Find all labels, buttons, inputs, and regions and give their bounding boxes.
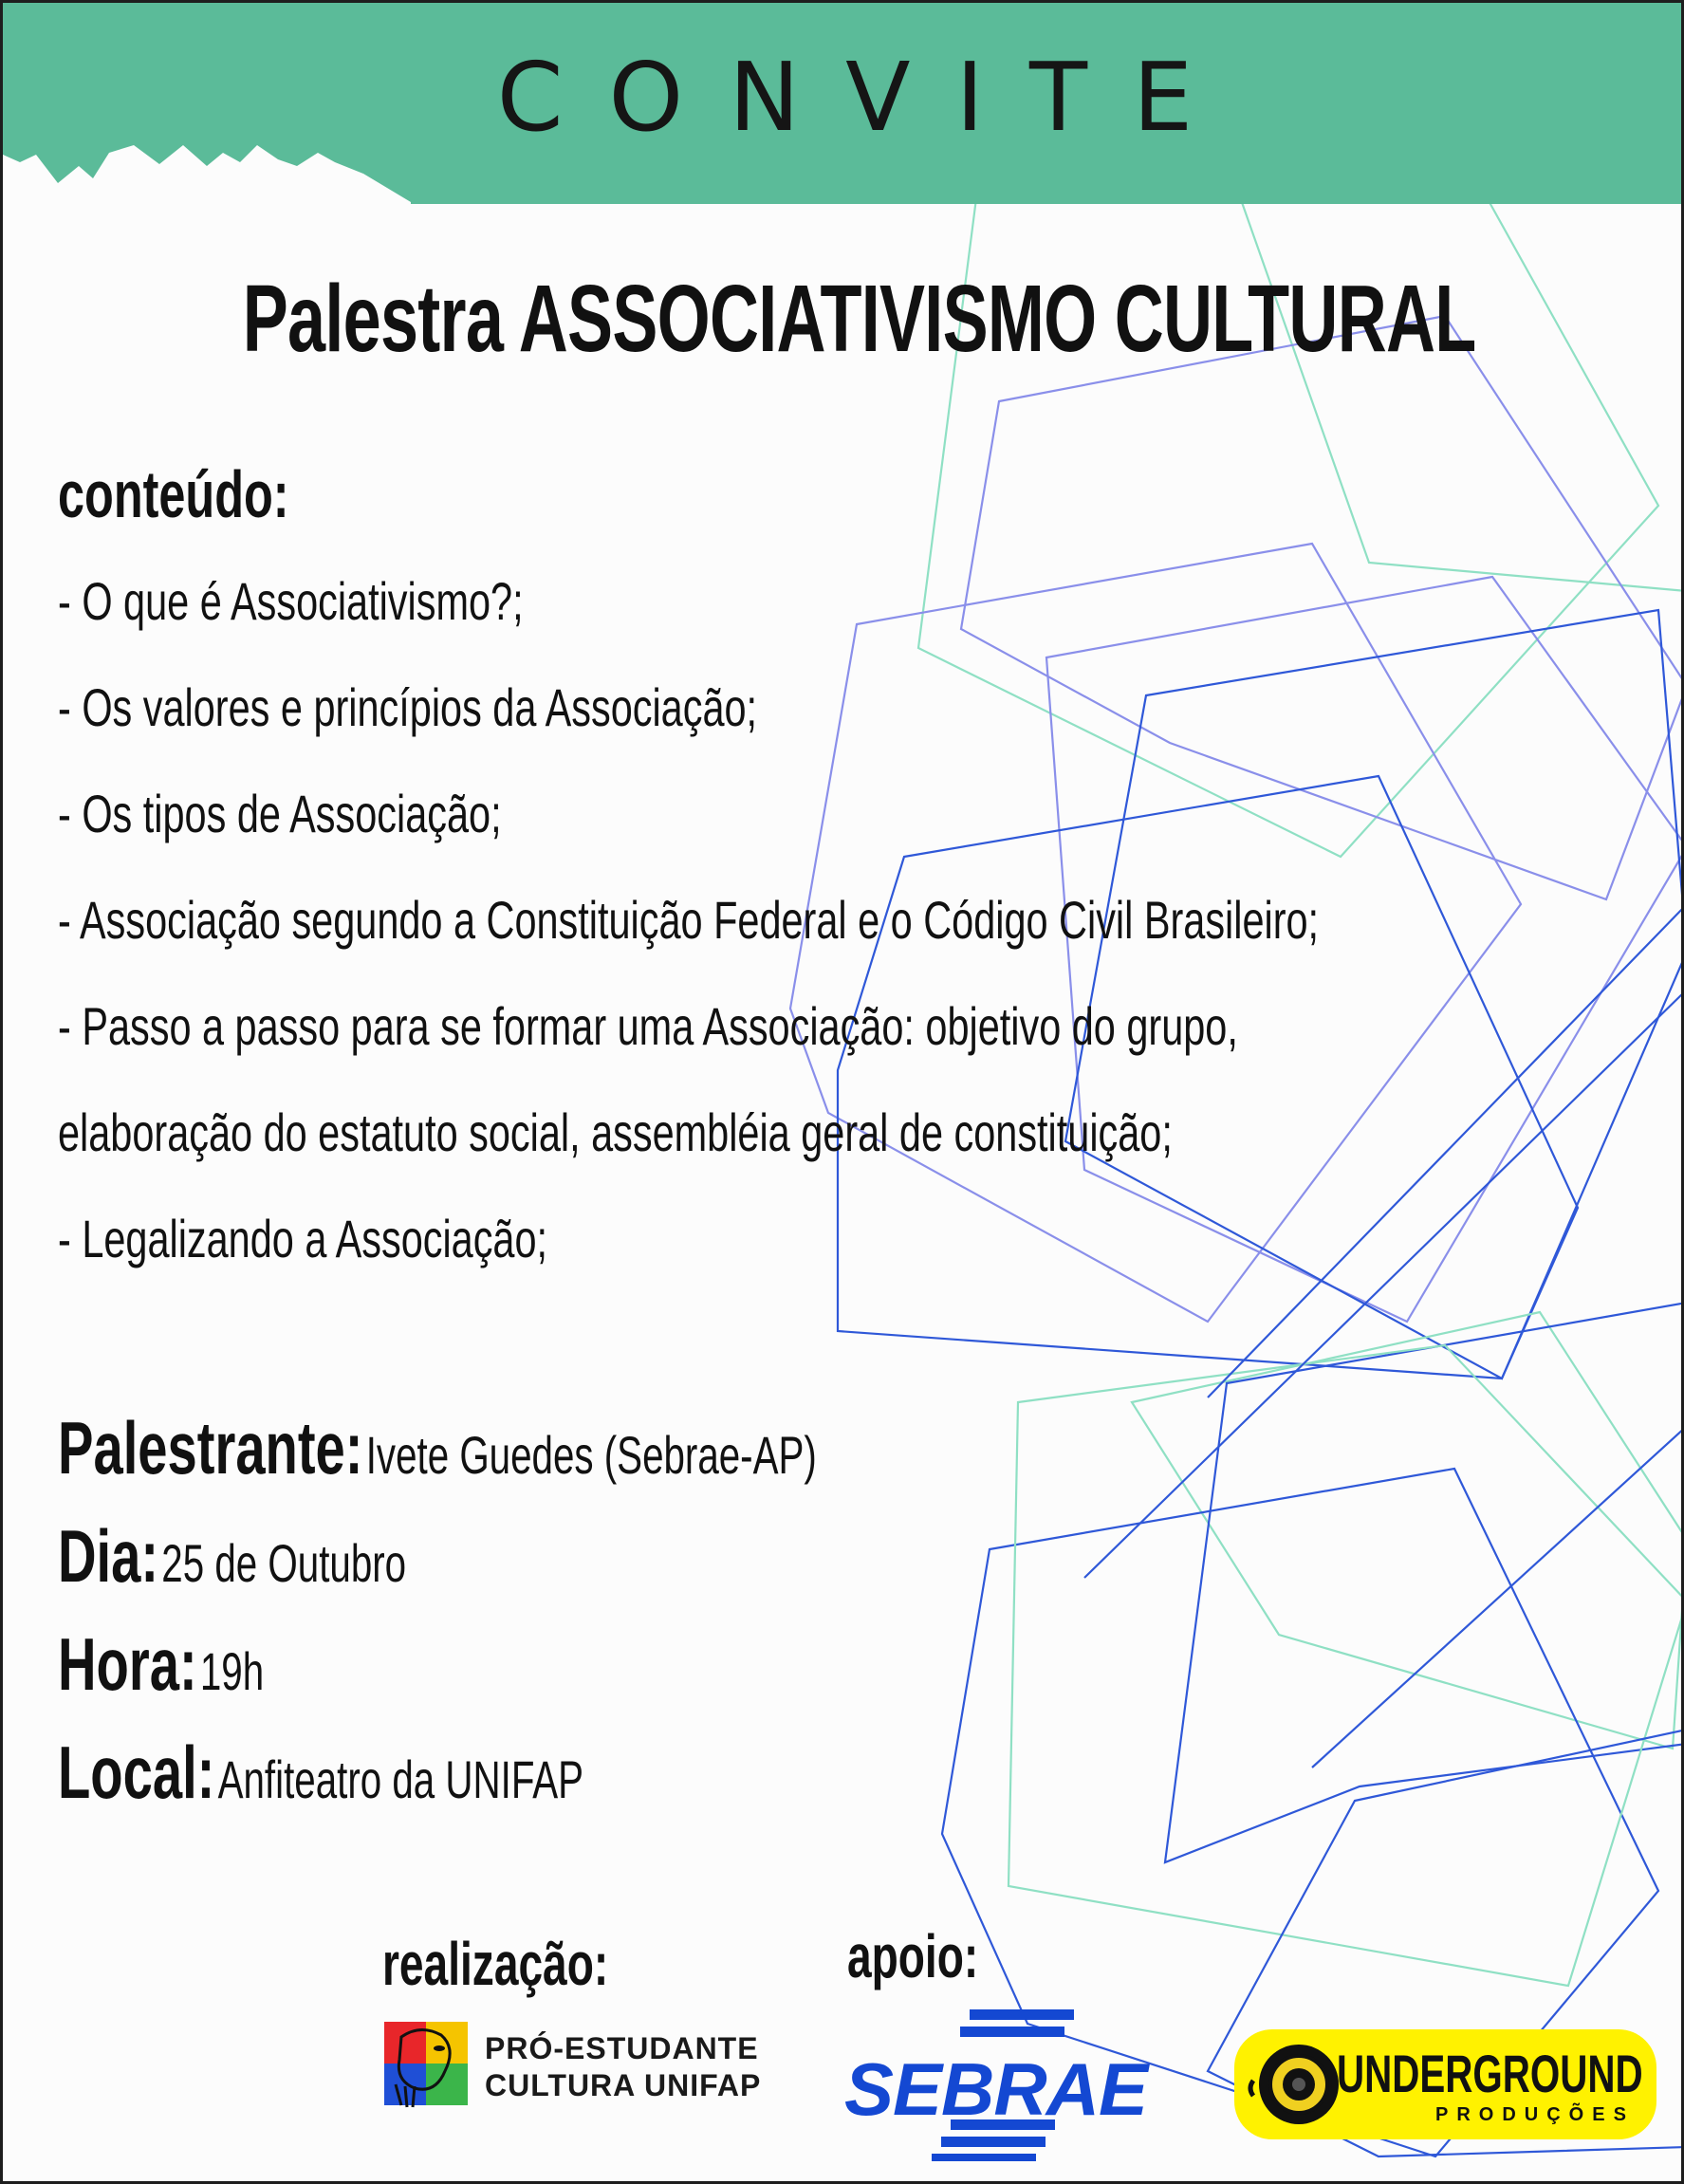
content-item-text: - Passo a passo para se formar uma Associação: objetivo do grupo, — [58, 996, 1238, 1056]
place-value: Anfiteatro da UNIFAP — [217, 1749, 584, 1809]
underground-logo — [1234, 2029, 1656, 2139]
apoio-label-text: apoio: — [847, 1922, 979, 1990]
event-title-text: Palestra ASSOCIATIVISMO CULTURAL — [242, 266, 1476, 372]
realizacao-label — [382, 1929, 696, 1999]
underground-sub: PRODUÇÕES — [1435, 2104, 1635, 2125]
underground-name — [1337, 2043, 1684, 2104]
pro-estudante-line1: PRÓ-ESTUDANTE — [485, 2031, 759, 2065]
content-item — [58, 783, 657, 844]
event-title — [3, 265, 1684, 374]
content-heading-text: conteúdo: — [58, 457, 289, 531]
content-item — [58, 676, 1003, 738]
content-item-text: - Os tipos de Associação; — [58, 784, 502, 843]
apoio-label — [847, 1921, 1029, 1991]
content-item-text: - Legalizando a Associação; — [58, 1209, 548, 1268]
content-item-text: - Os valores e princípios da Associação; — [58, 677, 758, 737]
place-label: Local: — [58, 1731, 215, 1814]
underground-name-text: UNDERGROUND — [1337, 2044, 1643, 2103]
speaker-value: Ivete Guedes (Sebrae-AP) — [365, 1425, 817, 1485]
sebrae-name: SEBRAE — [844, 2047, 1148, 2131]
content-item — [58, 889, 1684, 951]
time-row — [58, 1621, 344, 1708]
content-heading — [58, 456, 379, 532]
content-item — [58, 995, 1653, 1057]
time-label: Hora: — [58, 1622, 197, 1706]
content-item — [58, 1208, 719, 1269]
realizacao-label-text: realização: — [382, 1930, 609, 1998]
speaker-label: Palestrante: — [58, 1406, 363, 1490]
day-row — [58, 1513, 542, 1600]
invitation-title: CONVITE — [496, 42, 1239, 153]
content-item-text: elaboração do estatuto social, assembléia geral de constituição; — [58, 1102, 1173, 1162]
day-value: 25 de Outubro — [161, 1533, 407, 1593]
day-label: Dia: — [58, 1514, 159, 1598]
content-item-text: - Associação segundo a Constituição Federal e o Código Civil Brasileiro; — [58, 890, 1320, 950]
pro-estudante-line2: CULTURA UNIFAP — [485, 2068, 762, 2102]
content-item-text: - O que é Associativismo?; — [58, 571, 524, 631]
speaker-row — [58, 1405, 1112, 1491]
time-value: 19h — [199, 1641, 265, 1701]
content-item — [58, 1101, 1564, 1163]
content-item — [58, 570, 687, 632]
place-row — [58, 1730, 788, 1816]
speaker-icon — [1246, 2039, 1341, 2130]
